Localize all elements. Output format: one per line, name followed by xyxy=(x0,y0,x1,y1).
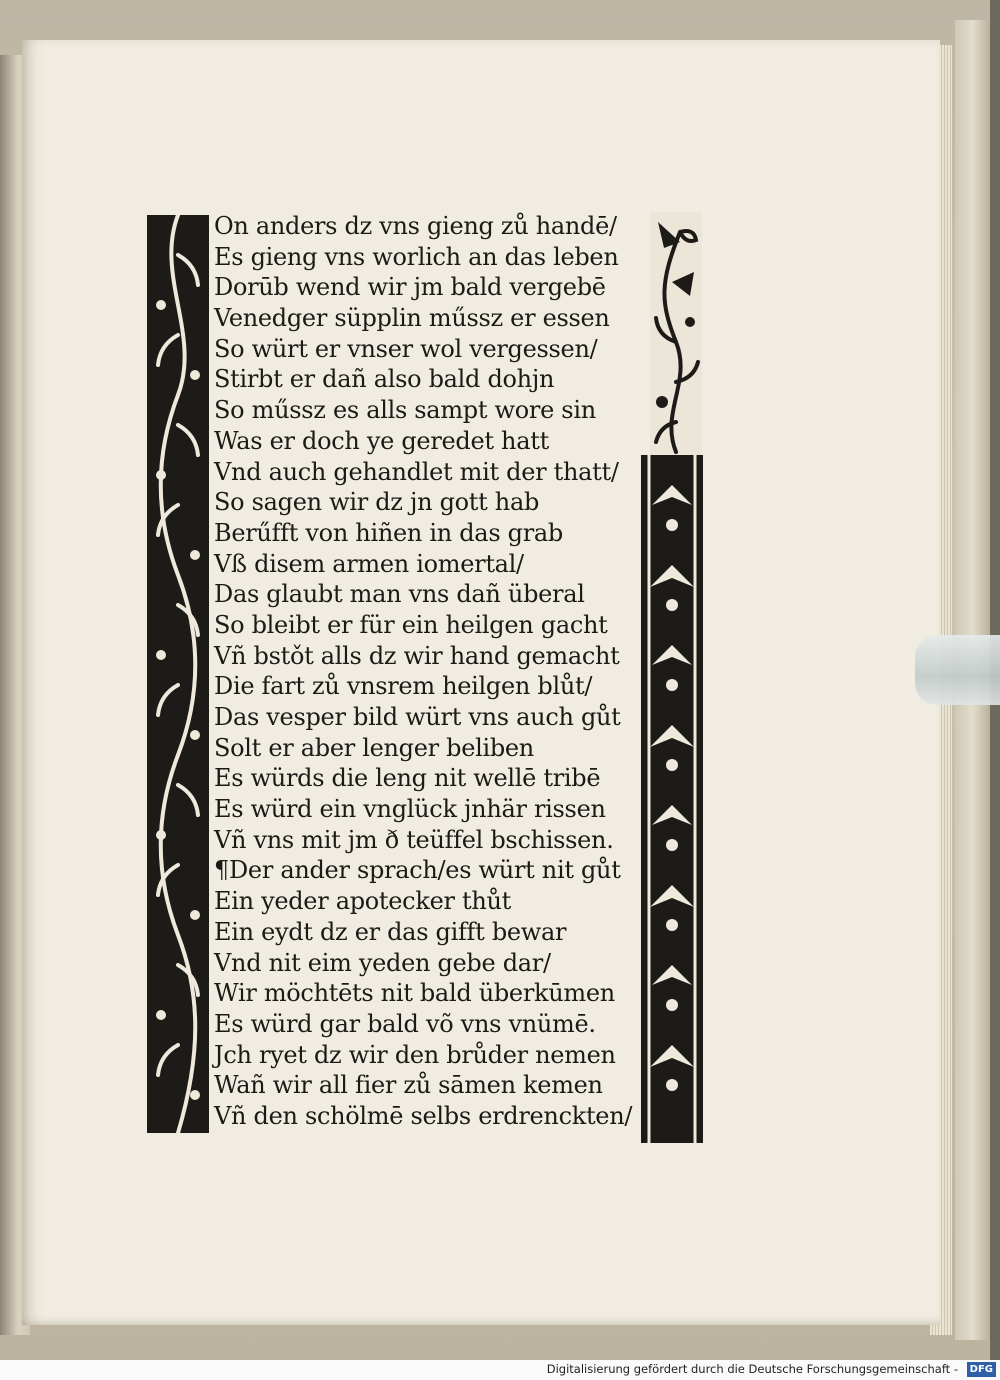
text-line: Es würds die leng nit wellē tribē xyxy=(214,764,601,793)
text-line: Ein eydt dz er das gifft bewar xyxy=(214,917,567,946)
text-line: Berűfft von hiñen in das grab xyxy=(214,518,563,547)
text-line: Es würd gar bald võ vns vnümē. xyxy=(214,1009,596,1038)
text-line: Was er doch ye geredet hatt xyxy=(214,426,549,455)
text-line: Venedger süpplin műssz er essen xyxy=(214,304,610,333)
text-line: Vnd auch gehandlet mit der thatt/ xyxy=(214,457,619,486)
text-line: Das glaubt man vns dañ überal xyxy=(214,580,585,609)
bird-ornament-icon xyxy=(650,212,702,457)
footer-bar xyxy=(0,1360,1000,1380)
text-line: Stirbt er dañ also bald dohjn xyxy=(214,365,555,394)
text-line: Wañ wir all fier zů sāmen kemen xyxy=(214,1071,603,1100)
leaf-ornament-icon xyxy=(641,455,703,1143)
text-line: Vß disem armen iomertal/ xyxy=(214,549,524,578)
text-line: On anders dz vns gieng zů handē/ xyxy=(214,212,617,240)
page-tab-marker xyxy=(915,635,1000,705)
text-line: Es würd ein vnglück jnhär rissen xyxy=(214,795,606,824)
ornamental-border-right-top xyxy=(650,212,702,457)
funding-credit: Digitalisierung gefördert durch die Deutsche Forschungsgemeinschaft - xyxy=(546,1362,958,1376)
text-line: Solt er aber lenger beliben xyxy=(214,733,534,762)
text-line: Wir möchtēts nit bald überkūmen xyxy=(214,979,615,1008)
text-line: Dorūb wend wir jm bald vergebē xyxy=(214,273,606,302)
dfg-logo: DFG xyxy=(967,1362,996,1377)
ornamental-border-right-bottom xyxy=(641,455,703,1143)
text-line: So bleibt er für ein heilgen gacht xyxy=(214,610,608,639)
vine-ornament-icon xyxy=(147,215,209,1133)
text-line: Die fart zů vnsrem heilgen blůt/ xyxy=(214,672,593,701)
text-line: Vnd nit eim yeden gebe dar/ xyxy=(214,948,551,977)
text-line: Vñ vns mit jm ð teüffel bschissen. xyxy=(214,825,614,854)
text-line: Vñ bstǒt alls dz wir hand gemacht xyxy=(214,641,620,670)
text-line: Jch ryet dz wir den brůder nemen xyxy=(214,1040,616,1069)
text-line: So würt er vnser wol vergessen/ xyxy=(214,334,598,363)
text-line: So sagen wir dz jn gott hab xyxy=(214,488,540,517)
text-line: ¶Der ander sprach/es würt nit gůt xyxy=(214,856,621,885)
text-line: Es gieng vns worlich an das leben xyxy=(214,242,619,271)
text-column xyxy=(214,211,644,1132)
text-line: Vñ den schölmē selbs erdrenckten/ xyxy=(214,1101,633,1130)
text-line: Das vesper bild würt vns auch gůt xyxy=(214,703,621,731)
ornamental-border-left xyxy=(147,215,209,1133)
text-line: So műssz es alls sampt wore sin xyxy=(214,396,596,425)
text-line: Ein yeder apotecker thůt xyxy=(214,887,511,916)
